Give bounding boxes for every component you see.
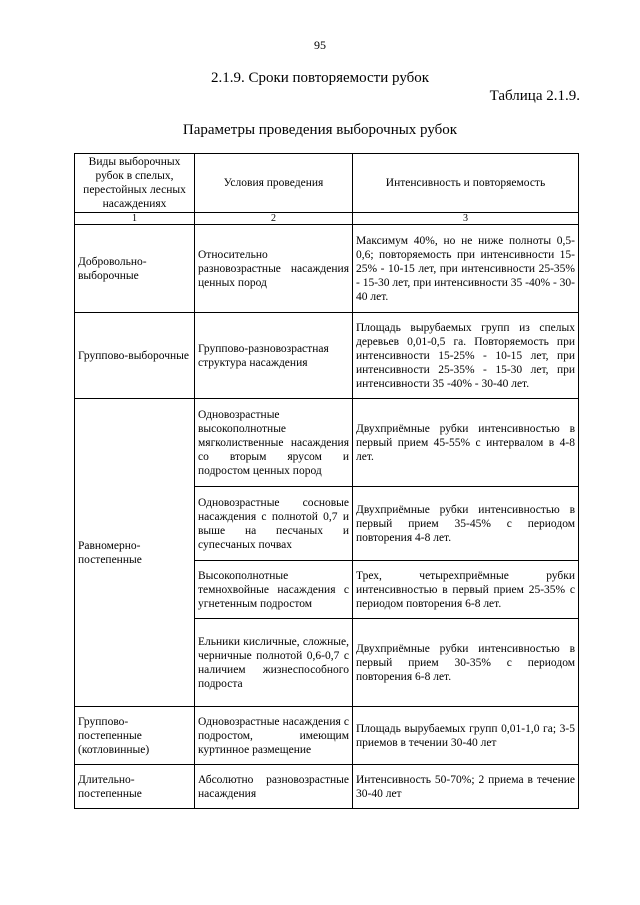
intensity-cell: Интенсивность 50-70%; 2 приема в течение 30-40 лет	[353, 765, 579, 809]
condition-cell: Высокополнотные темнохвойные насаждения с угнетенным подростом	[195, 561, 353, 619]
column-number: 2	[195, 213, 353, 225]
column-number: 3	[353, 213, 579, 225]
header-intensity: Интенсивность и повторяемость	[353, 154, 579, 213]
cut-type-cell: Равномерно-постепенные	[75, 399, 195, 707]
condition-cell: Одновозрастные сосновые насаждения с полнотой 0,7 и выше на песчаных и супесчаных почвах	[195, 487, 353, 561]
table-row	[75, 765, 579, 809]
intensity-cell: Двухприёмные рубки интенсивностью в первый прием 45-55% с интервалом в 4-8 лет.	[353, 399, 579, 487]
condition-cell: Относительно разновозрастные насаждения ценных пород	[195, 225, 353, 313]
condition-cell: Одновозрастные насаждения с подростом, имеющим куртинное размещение	[195, 707, 353, 765]
header-conditions: Условия проведения	[195, 154, 353, 213]
intensity-cell: Площадь вырубаемых групп 0,01-1,0 га; 3-5 приемов в течении 30-40 лет	[353, 707, 579, 765]
cut-type-cell: Длительно-постепенные	[75, 765, 195, 809]
table-row	[75, 707, 579, 765]
page-number: 95	[314, 38, 326, 52]
intensity-cell: Площадь вырубаемых групп из спелых деревьев 0,01-0,5 га. Повторяемость при интенсивности 15-25% - 10-15 лет, при интенсивности 25-35% - 15-30 лет, при интенсивности 35 -40% - 30-40 лет.	[353, 313, 579, 399]
table-title: Параметры проведения выборочных рубок	[182, 122, 458, 138]
condition-cell: Группово-разновозрастная структура насаждения	[195, 313, 353, 399]
cut-type-cell: Группово-выборочные	[75, 313, 195, 399]
header-cut-types: Виды выборочных рубок в спелых, перестойных лесных насаждениях	[75, 154, 195, 213]
table-row	[75, 313, 579, 399]
cut-type-cell: Группово-постепенные (котловинные)	[75, 707, 195, 765]
intensity-cell: Двухприёмные рубки интенсивностью в первый прием 35-45% с периодом повторения 4-8 лет.	[353, 487, 579, 561]
intensity-cell: Трех, четырехприёмные рубки интенсивностью в первый прием 25-35% с периодом повторения 6-8 лет.	[353, 561, 579, 619]
column-number-row	[75, 213, 579, 225]
table-row	[75, 399, 579, 487]
section-title: 2.1.9. Сроки повторяемости рубок	[210, 70, 430, 86]
condition-cell: Одновозрастные высокополнотные мягколиственные насаждения со вторым ярусом и подростом ценных пород	[195, 399, 353, 487]
parameters-table	[74, 153, 579, 809]
condition-cell: Абсолютно разновозрастные насаждения	[195, 765, 353, 809]
table-header-row	[75, 154, 579, 213]
column-number: 1	[75, 213, 195, 225]
condition-cell: Ельники кисличные, сложные, черничные полнотой 0,6-0,7 с наличием жизнеспособного подроста	[195, 619, 353, 707]
intensity-cell: Максимум 40%, но не ниже полноты 0,5-0,6; повторяемость при интенсивности 15-25% - 10-15 лет, при интенсивности 25-35% - 15-30 лет, при интенсивности 35 -40% - 30-40 лет.	[353, 225, 579, 313]
table-row	[75, 225, 579, 313]
table-label: Таблица 2.1.9.	[489, 88, 580, 104]
cut-type-cell: Добровольно-выборочные	[75, 225, 195, 313]
intensity-cell: Двухприёмные рубки интенсивностью в первый прием 30-35% с периодом повторения 6-8 лет.	[353, 619, 579, 707]
